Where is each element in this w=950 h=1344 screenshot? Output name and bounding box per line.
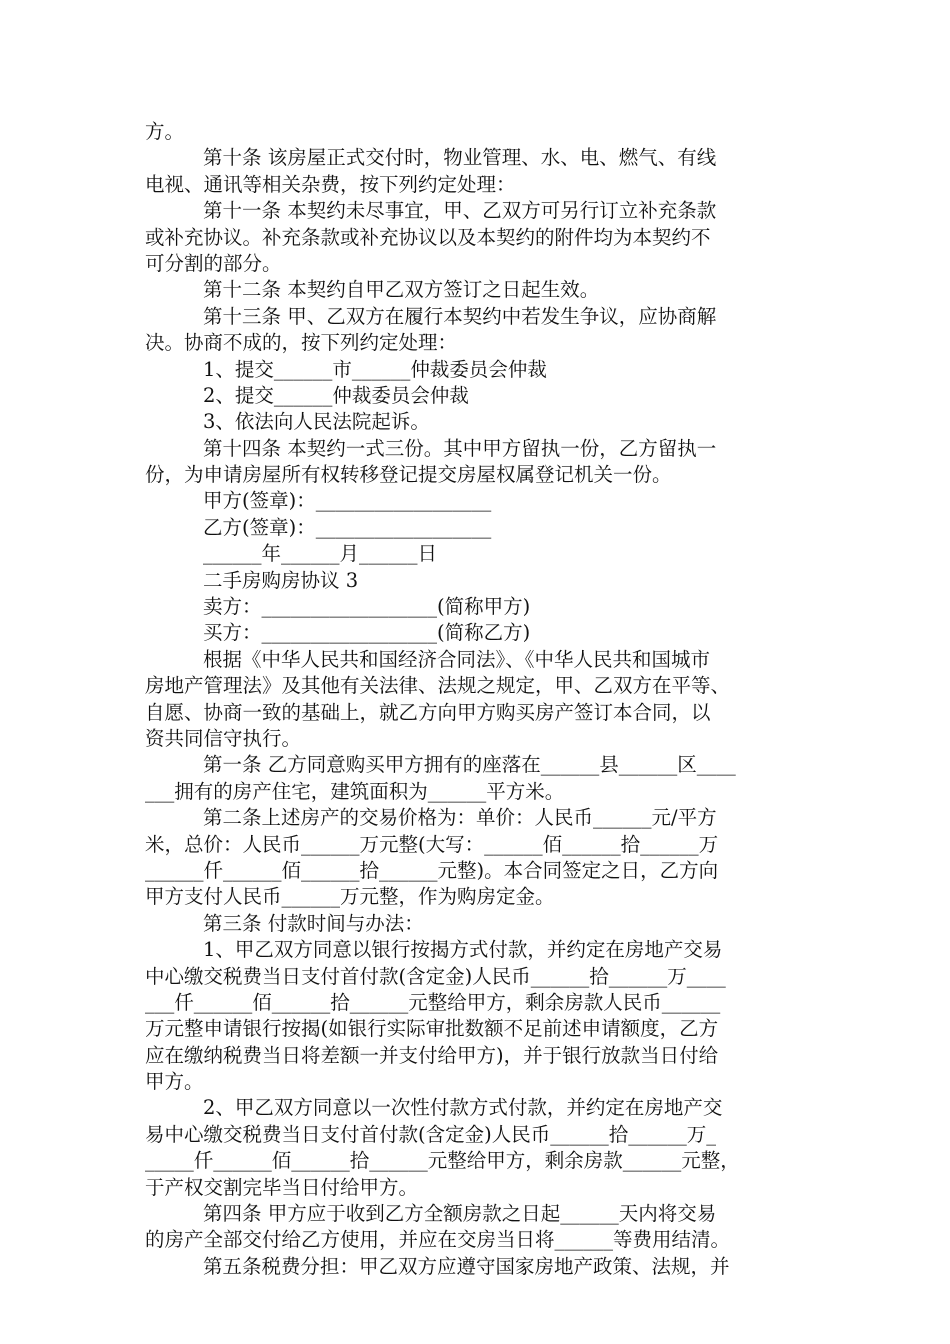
text-line: ______仟______佰______拾______元整)。本合同签定之日，乙方向 [145,858,719,882]
text-line: 2、提交______仲裁委员会仲裁 [203,383,469,407]
text-line: 或补充协议。补充条款或补充协议以及本契约的附件均为本契约不 [145,225,711,249]
text-line: 可分割的部分。 [145,251,282,275]
text-line: 3、依法向人民法院起诉。 [203,410,430,434]
text-line: 1、甲乙双方同意以银行按揭方式付款，并约定在房地产交易 [203,938,723,962]
text-line: 第四条 甲方应于收到乙方全额房款之日起______天内将交易 [203,1202,717,1226]
text-line: ___拥有的房产住宅，建筑面积为______平方米。 [145,779,565,803]
text-line: 资共同信守执行。 [145,726,302,750]
text-line: 二手房购房协议 3 [203,568,359,592]
text-line: 甲方(签章)：__________________ [203,489,492,513]
document-page [145,119,810,1280]
text-line: 第十三条 甲、乙双方在履行本契约中若发生争议，应协商解 [203,304,717,328]
text-line: 第十一条 本契约未尽事宜，甲、乙双方可另行订立补充条款 [203,199,717,223]
text-line: 易中心缴交税费当日支付首付款(含定金)人民币______拾______万_ [145,1122,716,1146]
text-line: 第十条 该房屋正式交付时，物业管理、水、电、燃气、有线 [203,146,717,170]
text-line: 第一条 乙方同意购买甲方拥有的座落在______县______区____ [203,753,736,777]
text-line: 电视、通讯等相关杂费，按下列约定处理： [145,172,516,196]
text-line: ______年______月______日 [203,542,438,566]
text-line: 房地产管理法》及其他有关法律、法规之规定，甲、乙双方在平等、 [145,674,731,698]
text-line: 甲方。 [145,1070,204,1094]
text-line: 卖方：__________________(简称甲方) [203,595,531,619]
text-line: 1、提交______市______仲裁委员会仲裁 [203,357,547,381]
text-line: 根据《中华人民共和国经济合同法》、《中华人民共和国城市 [203,647,711,671]
text-line: 甲方支付人民币______万元整，作为购房定金。 [145,885,555,909]
text-line: 于产权交割完毕当日付给甲方。 [145,1175,419,1199]
text-line: 份，为申请房屋所有权转移登记提交房屋权属登记机关一份。 [145,463,672,487]
text-line: _____仟______佰______拾______元整给甲方，剩余房款______元整， [145,1149,740,1173]
text-line: 第十二条 本契约自甲乙双方签订之日起生效。 [203,278,600,302]
text-line: 万元整申请银行按揭(如银行实际审批数额不足前述申请额度，乙方 [145,1017,719,1041]
text-line: ___仟______佰______拾______元整给甲方，剩余房款人民币______ [145,990,721,1014]
text-line: 第二条上述房产的交易价格为：单价：人民币______元/平方 [203,806,717,830]
text-line: 自愿、协商一致的基础上，就乙方向甲方购买房产签订本合同，以 [145,700,711,724]
text-line: 方。 [145,120,185,143]
text-line: 决。协商不成的，按下列约定处理： [145,331,458,355]
text-line: 中心缴交税费当日支付首付款(含定金)人民币______拾______万____ [145,964,726,988]
text-line: 米，总价：人民币______万元整(大写：______佰______拾______万 [145,832,719,856]
text-line: 买方：__________________(简称乙方) [203,621,531,645]
text-line: 应在缴纳税费当日将差额一并支付给甲方)，并于银行放款当日付给 [145,1043,719,1067]
text-line: 第十四条 本契约一式三份。其中甲方留执一份，乙方留执一 [203,436,717,460]
text-line: 第五条税费分担：甲乙双方应遵守国家房地产政策、法规，并 [203,1254,730,1278]
text-line: 的房产全部交付给乙方使用，并应在交房当日将______等费用结清。 [145,1228,731,1252]
text-line: 2、甲乙双方同意以一次性付款方式付款，并约定在房地产交 [203,1096,723,1120]
text-line: 第三条 付款时间与办法： [203,911,424,935]
text-line: 乙方(签章)：__________________ [203,515,492,539]
